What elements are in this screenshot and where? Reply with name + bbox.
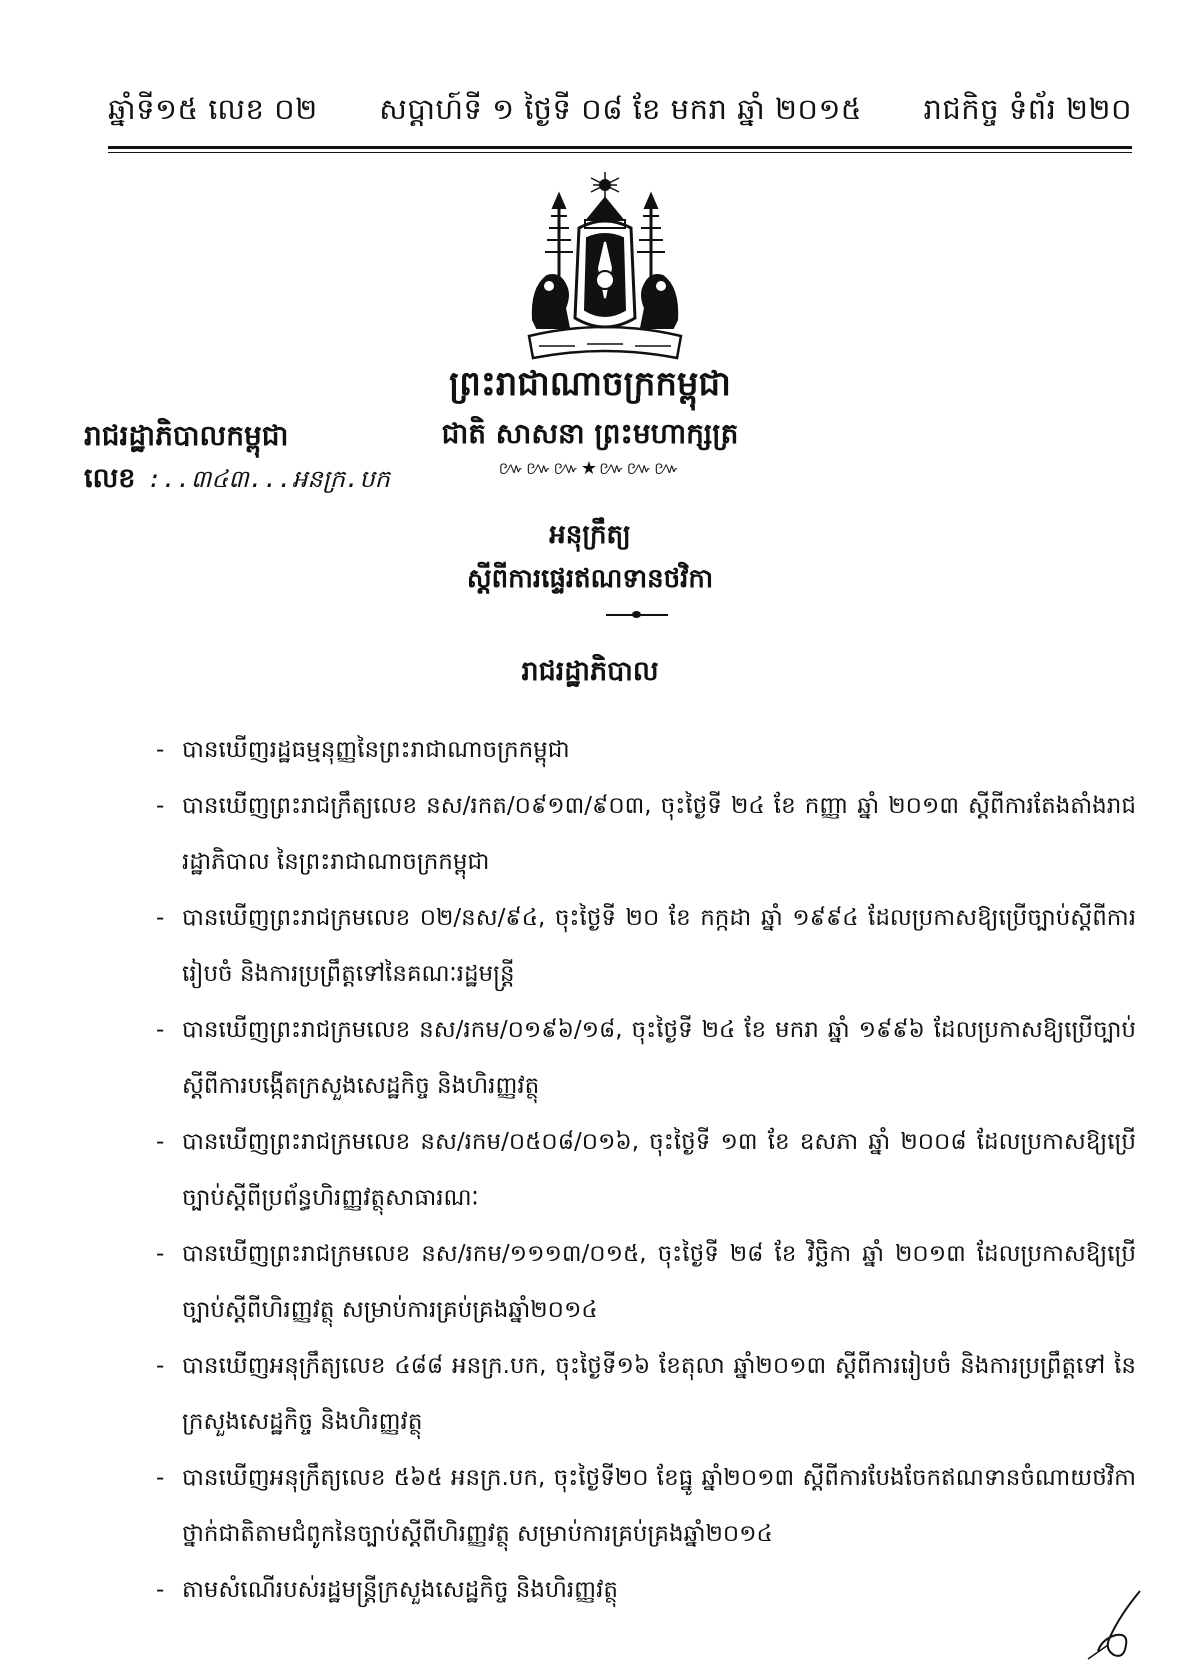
handwritten-initials-icon — [1080, 1585, 1150, 1665]
decree-number-row — [84, 462, 390, 501]
kingdom-name: ព្រះរាជាណាចក្រកម្ពុជា — [449, 364, 731, 404]
clause-text: បានឃើញព្រះរាជក្រឹត្យលេខ នស/រកត/០៩១៣/៩០៣, ចុះថ្ងៃទី ២៤ ខែ កញ្ញា ឆ្នាំ ២០១៣ ស្តីពីការតែងតាំងរាជរដ្ឋាភិបាល នៃព្រះរាជាណាចក្រកម្ពុជា — [182, 793, 1136, 875]
clause-text: បានឃើញអនុក្រឹត្យលេខ ៤៨៨ អនក្រ.បក, ចុះថ្ងៃទី១៦ ខែតុលា ឆ្នាំ២០១៣ ស្តីពីការរៀបចំ និងការប្រព្រឹត្តទៅ នៃក្រសួងសេដ្ឋកិច្ច និងហិរញ្ញវត្ថុ — [182, 1353, 1136, 1435]
clause-text: បានឃើញព្រះរាជក្រមលេខ នស/រកម/១១១៣/០១៥, ចុះថ្ងៃទី ២៨ ខែ វិច្ឆិកា ឆ្នាំ ២០១៣ ដែលប្រកាសឱ្យប្រើច្បាប់ស្តីពីហិរញ្ញវត្ថុ សម្រាប់ការគ្រប់គ្រងឆ្នាំ២០១៤ — [182, 1241, 1136, 1323]
clause-text: បានឃើញព្រះរាជក្រមលេខ ០២/នស/៩៤, ចុះថ្ងៃទី ២០ ខែ កក្កដា ឆ្នាំ ១៩៩៤ ដែលប្រកាសឱ្យប្រើច្បាប់ស្តីពីការរៀបចំ និងការប្រព្រឹត្តទៅនៃគណៈរដ្ឋមន្ត្រី — [182, 905, 1136, 987]
clause-item: - បានឃើញរដ្ឋធម្មនុញ្ញនៃព្រះរាជាណាចក្រកម្ពុជា — [156, 722, 1136, 778]
kingdom-motto: ជាតិ សាសនា ព្រះមហាក្សត្រ — [441, 417, 739, 450]
issuing-authority: រាជរដ្ឋាភិបាល — [521, 656, 659, 687]
title-divider-dot — [632, 611, 641, 618]
header-gazette-page: រាជកិច្ច ទំព័រ ២២០ — [923, 92, 1132, 126]
decree-type: អនុក្រឹត្យ — [549, 520, 631, 550]
royal-coat-of-arms-icon — [525, 168, 685, 364]
clause-text: បានឃើញព្រះរាជក្រមលេខ នស/រកម/០៥០៨/០១៦, ចុះថ្ងៃទី ១៣ ខែ ឧសភា ឆ្នាំ ២០០៨ ដែលប្រកាសឱ្យប្រើច្បាប់ស្តីពីប្រព័ន្ធហិរញ្ញវត្ថុសាធារណៈ — [182, 1129, 1136, 1211]
clause-item: - តាមសំណើរបស់រដ្ឋមន្ត្រីក្រសួងសេដ្ឋកិច្ច និងហិរញ្ញវត្ថុ — [156, 1562, 1136, 1618]
header-rule-thick — [108, 146, 1132, 149]
ornament-divider: ៚៚៚★៚៚៚ — [498, 458, 682, 479]
clause-item: - បានឃើញអនុក្រឹត្យលេខ ៥៦៥ អនក្រ.បក, ចុះថ្ងៃទី២០ ខែធ្នូ ឆ្នាំ២០១៣ ស្តីពីការបែងចែកឥណទានចំណាយថវិកាថ្នាក់ជាតិតាមជំពូកនៃច្បាប់ស្តីពីហិរញ្ញវត្ថុ សម្រាប់ការគ្រប់គ្រងឆ្នាំ២០១៤ — [156, 1450, 1136, 1562]
clause-item: - បានឃើញព្រះរាជក្រមលេខ នស/រកម/០១៩៦/១៨, ចុះថ្ងៃទី ២៤ ខែ មករា ឆ្នាំ ១៩៩៦ ដែលប្រកាសឱ្យប្រើច្បាប់ស្តីពីការបង្កើតក្រសួងសេដ្ឋកិច្ច និងហិរញ្ញវត្ថុ — [156, 1002, 1136, 1114]
clause-item: - បានឃើញព្រះរាជក្រមលេខ ០២/នស/៩៤, ចុះថ្ងៃទី ២០ ខែ កក្កដា ឆ្នាំ ១៩៩៤ ដែលប្រកាសឱ្យប្រើច្បាប់ស្តីពីការរៀបចំ និងការប្រព្រឹត្តទៅនៃគណៈរដ្ឋមន្ត្រី — [156, 890, 1136, 1002]
government-name: រាជរដ្ឋាភិបាលកម្ពុជា — [84, 419, 289, 452]
clause-text: បានឃើញព្រះរាជក្រមលេខ នស/រកម/០១៩៦/១៨, ចុះថ្ងៃទី ២៤ ខែ មករា ឆ្នាំ ១៩៩៦ ដែលប្រកាសឱ្យប្រើច្បាប់ស្តីពីការបង្កើតក្រសួងសេដ្ឋកិច្ច និងហិរញ្ញវត្ថុ — [182, 1017, 1136, 1099]
preamble-clauses — [156, 722, 1136, 1618]
header-date: សប្តាហ៍ទី ១ ថ្ងៃទី ០៨ ខែ មករា ឆ្នាំ ២០១៥ — [379, 92, 862, 126]
header-year-issue: ឆ្នាំទី១៥ លេខ ០២ — [108, 92, 318, 126]
number-label: លេខ — [84, 463, 136, 494]
clause-item: - បានឃើញព្រះរាជក្រឹត្យលេខ នស/រកត/០៩១៣/៩០៣, ចុះថ្ងៃទី ២៤ ខែ កញ្ញា ឆ្នាំ ២០១៣ ស្តីពីការតែងតាំងរាជរដ្ឋាភិបាល នៃព្រះរាជាណាចក្រកម្ពុជា — [156, 778, 1136, 890]
header-rule-thin — [108, 152, 1132, 153]
gazette-header — [108, 92, 1132, 134]
clause-item: - បានឃើញព្រះរាជក្រមលេខ នស/រកម/០៥០៨/០១៦, ចុះថ្ងៃទី ១៣ ខែ ឧសភា ឆ្នាំ ២០០៨ ដែលប្រកាសឱ្យប្រើច្បាប់ស្តីពីប្រព័ន្ធហិរញ្ញវត្ថុសាធារណៈ — [156, 1114, 1136, 1226]
clause-item: - បានឃើញព្រះរាជក្រមលេខ នស/រកម/១១១៣/០១៥, ចុះថ្ងៃទី ២៨ ខែ វិច្ឆិកា ឆ្នាំ ២០១៣ ដែលប្រកាសឱ្យប្រើច្បាប់ស្តីពីហិរញ្ញវត្ថុ សម្រាប់ការគ្រប់គ្រងឆ្នាំ២០១៤ — [156, 1226, 1136, 1338]
clause-text: តាមសំណើរបស់រដ្ឋមន្ត្រីក្រសួងសេដ្ឋកិច្ច និងហិរញ្ញវត្ថុ — [182, 1577, 618, 1603]
clause-item: - បានឃើញអនុក្រឹត្យលេខ ៤៨៨ អនក្រ.បក, ចុះថ្ងៃទី១៦ ខែតុលា ឆ្នាំ២០១៣ ស្តីពីការរៀបចំ និងការប្រព្រឹត្តទៅ នៃក្រសួងសេដ្ឋកិច្ច និងហិរញ្ញវត្ថុ — [156, 1338, 1136, 1450]
number-value: :..៣៤៣...អនក្រ.បក — [147, 465, 390, 493]
clause-text: បានឃើញអនុក្រឹត្យលេខ ៥៦៥ អនក្រ.បក, ចុះថ្ងៃទី២០ ខែធ្នូ ឆ្នាំ២០១៣ ស្តីពីការបែងចែកឥណទានចំណាយថវិកាថ្នាក់ជាតិតាមជំពូកនៃច្បាប់ស្តីពីហិរញ្ញវត្ថុ សម្រាប់ការគ្រប់គ្រងឆ្នាំ២០១៤ — [182, 1465, 1136, 1547]
clause-text: បានឃើញរដ្ឋធម្មនុញ្ញនៃព្រះរាជាណាចក្រកម្ពុជា — [182, 737, 570, 763]
decree-subject: ស្តីពីការផ្ទេរឥណទានថវិកា — [466, 564, 714, 594]
